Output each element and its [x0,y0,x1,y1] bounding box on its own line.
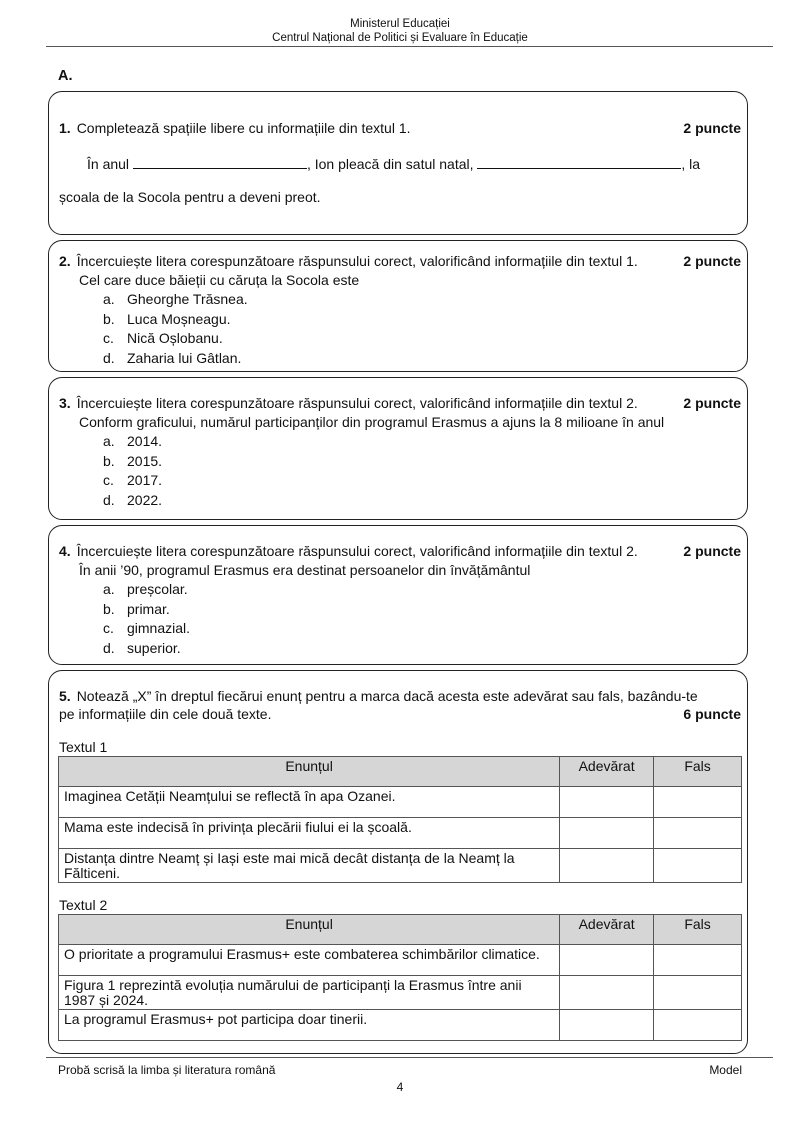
option-d[interactable] [103,349,248,369]
option-text: Nică Oșlobanu. [127,330,223,346]
option-d[interactable] [103,491,162,511]
option-text: Zaharia lui Gâtlan. [127,349,242,366]
question-3-header [59,395,741,411]
statement-cell: Distanța dintre Neamț și Iași este mai mică decât distanța de la Neamț la Fălticeni. [59,849,560,883]
false-answer-cell[interactable] [654,976,742,1010]
option-letter: d. [103,349,115,366]
option-text: Luca Moșneagu. [127,310,231,327]
question-4-number: 4. [59,543,71,559]
false-answer-cell[interactable] [654,787,742,818]
column-header-true: Adevărat [560,757,654,787]
question-4-header [59,543,741,559]
question-1-fill-line [87,156,737,172]
table-header-row [59,757,742,787]
fill-text-a: În anul [87,156,130,172]
footer-exam-title: Probă scrisă la limba și literatura română [58,1063,276,1077]
question-4-options [103,580,190,658]
option-text: 2022. [127,491,163,508]
option-c[interactable] [103,471,162,491]
option-letter: c. [103,620,114,636]
true-answer-cell[interactable] [560,818,654,849]
question-5-text-line1: Notează „X” în dreptul fiecărui enunț pentru a marca dacă acesta este adevărat sau fals, bazându-te [76,688,698,704]
question-4-points: 2 puncte [683,543,741,559]
table-row [59,1010,742,1041]
fill-text-b: , Ion pleacă din satul natal, [306,156,474,172]
table-1 [58,756,742,883]
true-answer-cell[interactable] [560,976,654,1010]
true-answer-cell[interactable] [560,945,654,976]
question-2-box [48,240,748,372]
option-b[interactable] [103,310,248,330]
question-2-number: 2. [59,253,71,269]
true-answer-cell[interactable] [560,1010,654,1041]
column-header-false: Fals [654,915,742,945]
option-letter: b. [103,310,115,327]
table-2 [58,914,742,1041]
column-header-statement: Enunțul [59,915,560,945]
statement-cell: O prioritate a programului Erasmus+ este combaterea schimbărilor climatice. [59,945,560,976]
option-letter: a. [103,581,115,597]
table-row [59,818,742,849]
statement-cell: Imaginea Cetății Neamțului se reflectă în apa Ozanei. [59,787,560,818]
question-5-header [59,688,741,704]
option-a[interactable] [103,290,248,310]
column-header-false: Fals [654,757,742,787]
question-3-stem: Conform graficului, numărul participanților din programul Erasmus a ajuns la 8 milioane în anul [79,414,665,430]
option-letter: b. [103,600,115,617]
column-header-true: Adevărat [560,915,654,945]
section-label: A. [58,68,73,84]
statement-cell: Mama este indecisă în privința plecării fiului ei la școală. [59,818,560,849]
fill-text-d: școala de la Socola pentru a deveni preot. [59,189,321,205]
header-center: Centrul Național de Politici și Evaluare în Educație [272,32,528,44]
question-3-points: 2 puncte [683,395,741,411]
question-2-options [103,290,248,368]
question-3-number: 3. [59,395,71,411]
question-5-number: 5. [59,688,71,704]
footer-model-label: Model [709,1063,742,1077]
question-5-points: 6 puncte [683,706,741,722]
header-divider [46,46,773,47]
false-answer-cell[interactable] [654,945,742,976]
option-b[interactable] [103,452,162,472]
option-text: gimnazial. [127,620,191,636]
blank-year[interactable] [133,156,307,169]
option-a[interactable] [103,432,162,452]
page-number: 4 [396,1080,404,1094]
option-text: preșcolar. [127,581,188,597]
question-5-text-line2: pe informațiile din cele două texte. [59,706,272,722]
question-1-points: 2 puncte [683,120,741,136]
option-b[interactable] [103,600,190,620]
document-header [0,17,800,45]
question-1-box [48,91,748,235]
blank-village[interactable] [477,156,681,169]
table-row [59,849,742,883]
true-answer-cell[interactable] [560,849,654,883]
column-header-statement: Enunțul [59,757,560,787]
question-3-text: Încercuiește litera corespunzătoare răspunsului corect, valorificând informațiile din textul 2. [76,395,638,411]
option-c[interactable] [103,329,248,349]
question-1-text: Completează spațiile libere cu informațiile din textul 1. [76,120,411,136]
question-4-stem: În anii ’90, programul Erasmus era destinat persoanelor din învățământul [79,562,531,578]
option-letter: b. [103,452,115,469]
question-5-box [48,670,748,1054]
false-answer-cell[interactable] [654,818,742,849]
question-3-options [103,432,162,510]
option-a[interactable] [103,580,190,600]
fill-text-c: , la [681,156,701,172]
option-text: 2017. [127,472,163,488]
option-text: Gheorghe Trăsnea. [127,291,248,307]
question-2-points: 2 puncte [683,253,741,269]
question-3-box [48,377,748,520]
table-header-row [59,915,742,945]
option-text: 2014. [127,433,163,449]
question-2-header [59,253,741,269]
option-letter: d. [103,491,115,508]
header-ministry: Ministerul Educației [350,18,450,30]
question-2-text: Încercuiește litera corespunzătoare răspunsului corect, valorificând informațiile din textul 1. [76,253,638,269]
option-c[interactable] [103,619,190,639]
option-letter: a. [103,433,115,449]
option-letter: c. [103,330,114,346]
table-2-label: Textul 2 [59,897,108,913]
table-row [59,945,742,976]
table-row [59,976,742,1010]
question-2-stem: Cel care duce băieții cu căruța la Socola este [79,272,360,288]
question-4-box [48,525,748,665]
question-1-number: 1. [59,120,71,136]
option-d[interactable] [103,639,190,659]
true-answer-cell[interactable] [560,787,654,818]
question-1-header [59,120,741,136]
statement-cell: La programul Erasmus+ pot participa doar tinerii. [59,1010,560,1041]
table-row [59,787,742,818]
option-letter: c. [103,472,114,488]
option-letter: d. [103,639,115,656]
option-text: 2015. [127,452,163,469]
question-4-text: Încercuiește litera corespunzătoare răspunsului corect, valorificând informațiile din textul 2. [76,543,638,559]
statement-cell: Figura 1 reprezintă evoluția numărului de participanți la Erasmus între anii 1987 și 2024. [59,976,560,1010]
option-text: superior. [127,639,181,656]
option-letter: a. [103,291,115,307]
option-text: primar. [127,600,170,617]
table-1-label: Textul 1 [59,739,108,755]
footer-divider [46,1057,773,1058]
false-answer-cell[interactable] [654,1010,742,1041]
false-answer-cell[interactable] [654,849,742,883]
